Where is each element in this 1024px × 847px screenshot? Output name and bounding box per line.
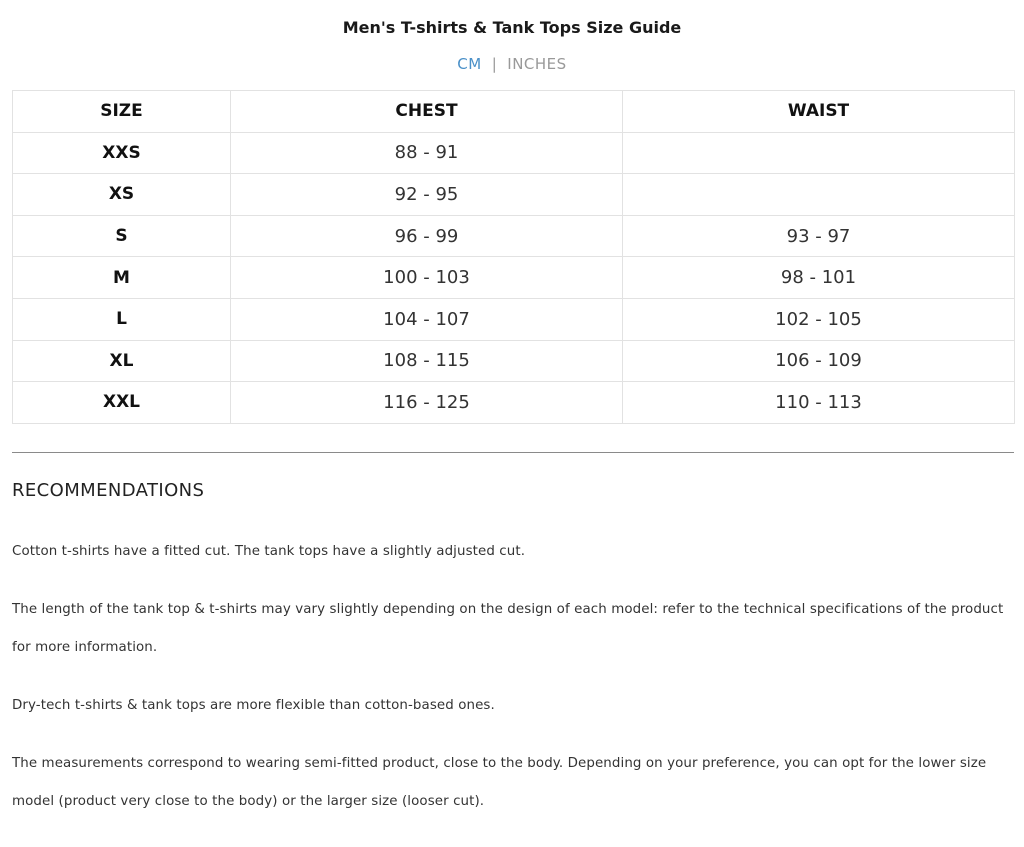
unit-inches-toggle[interactable]: INCHES <box>507 55 567 73</box>
waist-cell: 106 - 109 <box>623 340 1015 382</box>
waist-cell <box>623 132 1015 174</box>
recommendation-paragraph: The length of the tank top & t-shirts may vary slightly depending on the design of each model: refer to the technical specifications of the product for more information. <box>12 602 1004 655</box>
recommendations-heading: RECOMMENDATIONS <box>12 480 205 501</box>
recommendation-paragraph: The measurements correspond to wearing semi-fitted product, close to the body. Depending on your preference, you can opt for the lower size model (product very close to the body) or the larger size (looser cut). <box>12 756 987 809</box>
waist-cell <box>623 174 1015 216</box>
waist-cell: 110 - 113 <box>623 382 1015 424</box>
chest-cell: 92 - 95 <box>231 174 623 216</box>
table-row <box>13 215 1015 257</box>
waist-cell: 93 - 97 <box>623 215 1015 257</box>
chest-cell: 100 - 103 <box>231 257 623 299</box>
size-cell: M <box>13 257 231 299</box>
table-row <box>13 298 1015 340</box>
chest-cell: 104 - 107 <box>231 298 623 340</box>
size-cell: XS <box>13 174 231 216</box>
table-row <box>13 340 1015 382</box>
unit-cm-toggle[interactable]: CM <box>457 55 482 73</box>
chest-cell: 108 - 115 <box>231 340 623 382</box>
column-header-waist: WAIST <box>623 91 1015 133</box>
section-divider <box>12 452 1014 453</box>
size-cell: XXL <box>13 382 231 424</box>
size-cell: XXS <box>13 132 231 174</box>
table-header-row <box>13 91 1015 133</box>
recommendation-paragraph: Cotton t-shirts have a fitted cut. The tank tops have a slightly adjusted cut. <box>12 544 526 559</box>
table-row <box>13 174 1015 216</box>
chest-cell: 88 - 91 <box>231 132 623 174</box>
waist-cell: 98 - 101 <box>623 257 1015 299</box>
waist-cell: 102 - 105 <box>623 298 1015 340</box>
unit-toggle <box>0 55 1024 73</box>
chest-cell: 116 - 125 <box>231 382 623 424</box>
column-header-chest: CHEST <box>231 91 623 133</box>
table-row <box>13 257 1015 299</box>
recommendation-paragraph: Dry-tech t-shirts & tank tops are more flexible than cotton-based ones. <box>12 698 495 713</box>
size-cell: XL <box>13 340 231 382</box>
unit-separator: | <box>491 55 498 73</box>
table-row <box>13 132 1015 174</box>
size-cell: S <box>13 215 231 257</box>
size-cell: L <box>13 298 231 340</box>
size-table <box>12 90 1015 424</box>
chest-cell: 96 - 99 <box>231 215 623 257</box>
table-row <box>13 382 1015 424</box>
column-header-size: SIZE <box>13 91 231 133</box>
page-title: Men's T-shirts & Tank Tops Size Guide <box>342 18 682 37</box>
